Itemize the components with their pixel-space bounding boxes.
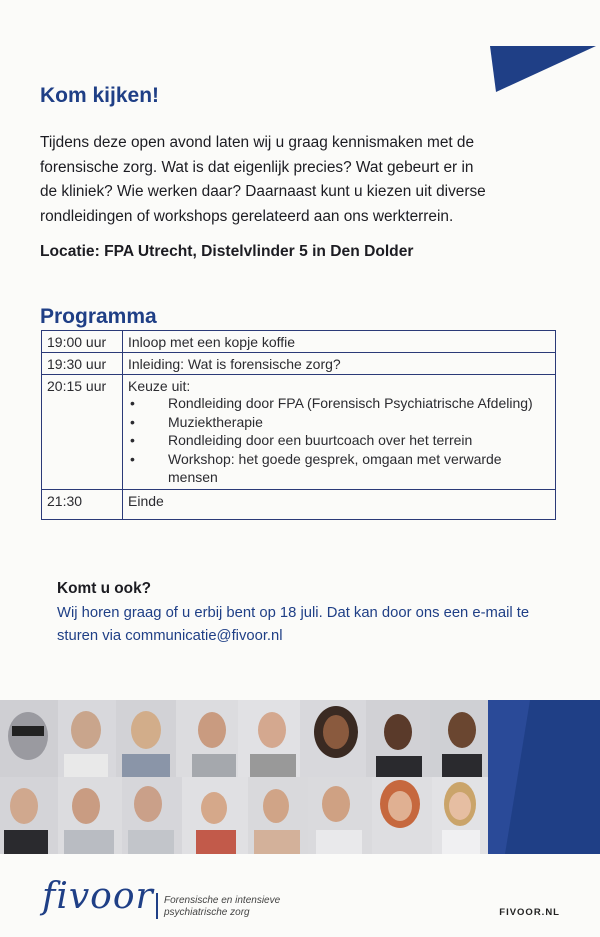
bullet-icon: • [130, 413, 135, 430]
option-label: Muziektherapie [168, 413, 263, 430]
activity-cell: Inleiding: Wat is forensische zorg? [123, 353, 556, 375]
people-photo-collage [0, 700, 600, 854]
time-cell: 19:00 uur [42, 331, 123, 353]
option-label: Rondleiding door FPA (Forensisch Psychiatrische Afdeling) [168, 395, 533, 411]
time-cell: 19:30 uur [42, 353, 123, 375]
bullet-icon: • [130, 395, 135, 411]
website-link[interactable]: FIVOOR.NL [499, 907, 560, 918]
intro-line: de kliniek? Wie werken daar? Daarnaast kunt u kiezen uit diverse [40, 183, 486, 200]
choice-list [128, 394, 550, 487]
list-item [130, 431, 550, 450]
option-label: Workshop: het goede gesprek, omgaan met verwarde mensen [168, 450, 502, 485]
choice-intro: Keuze uit: [128, 378, 191, 394]
bullet-icon: • [130, 432, 135, 448]
table-row [42, 375, 556, 490]
activity-cell: Inloop met een kopje koffie [123, 331, 556, 353]
option-label: Rondleiding door een buurtcoach over het terrein [168, 432, 473, 448]
location-text: Locatie: FPA Utrecht, Distelvlinder 5 in Den Dolder [40, 243, 414, 260]
activity-cell [123, 375, 556, 490]
cta-line: Wij horen graag of u erbij bent op 18 juli. Dat kan door ons een e-mail te [57, 605, 530, 621]
fivoor-logo: fivoor [42, 876, 154, 917]
table-row [42, 353, 556, 375]
intro-line: Tijdens deze open avond laten wij u graag kennismaken met de [40, 134, 475, 151]
cta-title: Komt u ook? [57, 580, 152, 597]
time-cell: 20:15 uur [42, 375, 123, 490]
cta-text [57, 602, 567, 648]
program-title: Programma [40, 305, 157, 328]
tagline-line: psychiatrische zorg [164, 907, 250, 918]
portrait-row-bottom [0, 777, 488, 854]
intro-line: rondleidingen of workshops gerelateerd aan ons werkterrein. [40, 207, 454, 225]
portrait-row-top [0, 700, 488, 777]
list-item [130, 450, 550, 487]
footer-tagline [164, 895, 280, 919]
list-item [130, 413, 550, 432]
list-item [130, 394, 550, 413]
bullet-icon: • [130, 450, 135, 467]
logo-divider [156, 893, 158, 919]
intro-line: forensische zorg. Wat is dat eigenlijk precies? Wat gebeurt er in [40, 158, 474, 176]
tagline-line: Forensische en intensieve [164, 895, 281, 906]
intro-paragraph [40, 131, 560, 229]
table-row [42, 331, 556, 353]
time-cell: 21:30 [42, 489, 123, 519]
cta-line: sturen via communicatie@fivoor.nl [57, 628, 283, 644]
program-table [41, 330, 556, 520]
page-heading: Kom kijken! [40, 84, 160, 107]
activity-cell: Einde [123, 489, 556, 519]
table-row [42, 489, 556, 519]
